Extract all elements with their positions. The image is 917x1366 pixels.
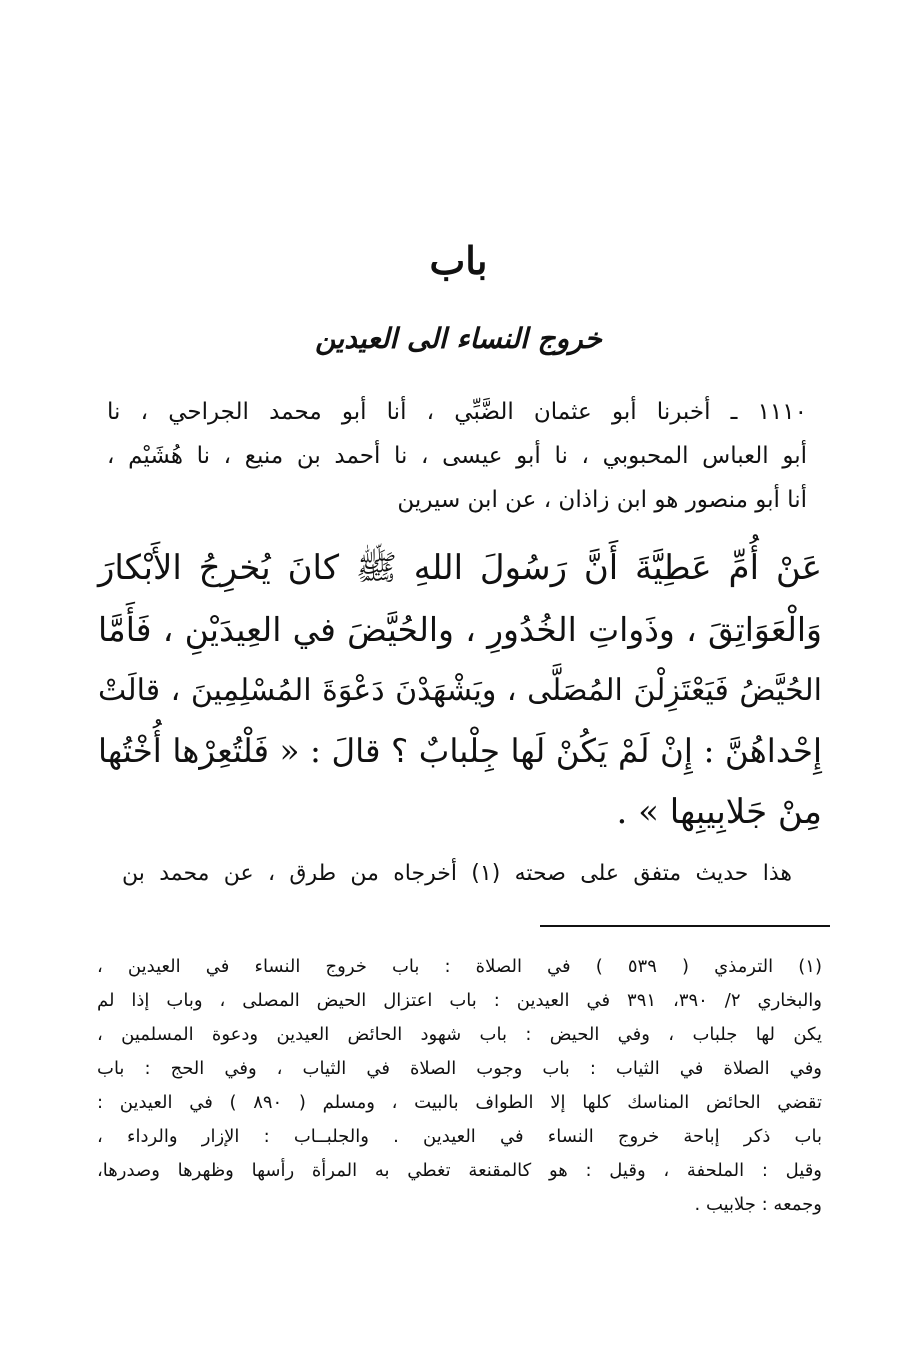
footnote-line: وفي الصلاة في الثياب : باب وجوب الصلاة في الثياب ، وفي الحج : باب <box>97 1058 822 1079</box>
section-heading: باب <box>429 238 488 283</box>
footnote-line: والبخاري ٢/ ٣٩٠، ٣٩١ في العيدين : باب اعتزال الحيض المصلى ، وباب إذا لم <box>97 990 822 1011</box>
footnote-line: (١) الترمذي ( ٥٣٩ ) في الصلاة : باب خروج النساء في العيدين ، <box>97 956 822 977</box>
matn-line: مِنْ جَلابِيبِها » . <box>616 792 822 832</box>
hadith-isnad <box>107 390 807 522</box>
footnote-line: تقضي الحائض المناسك كلها إلا الطواف بالبيت ، ومسلم ( ٨٩٠ ) في العيدين : <box>97 1092 823 1113</box>
matn-line: وَالْعَوَاتِقَ ، وذَواتِ الخُدُورِ ، والحُيَّضَ في العِيدَيْنِ ، فَأَمَّا <box>98 610 822 649</box>
matn-line: إِحْداهُنَّ : إِنْ لَمْ يَكُنْ لَها جِلْبابٌ ؟ قالَ : « فَلْتُعِرْها أُخْتُها <box>98 732 822 770</box>
footnote-separator <box>540 925 830 927</box>
isnad-line: أنا أبو منصور هو ابن زاذان ، عن ابن سيرين <box>397 487 807 513</box>
footnotes <box>97 950 822 1222</box>
hadith-commentary: هذا حديث متفق على صحته (١) أخرجاه من طرق ، عن محمد بن <box>122 861 792 886</box>
chapter-title: خروج النساء الى العيدين <box>315 322 602 355</box>
hadith-matn <box>98 538 822 843</box>
footnote-line: وجمعه : جلابيب . <box>694 1194 822 1215</box>
isnad-line: أبو العباس المحبوبي ، نا أبو عيسى ، نا أحمد بن منيع ، نا هُشَيْم ، <box>107 443 807 469</box>
isnad-line: ١١١٠ ـ أخبرنا أبو عثمان الضَّبِّي ، أنا أبو محمد الجراحي ، نا <box>107 399 807 425</box>
matn-line: عَنْ أُمِّ عَطِيَّةَ أَنَّ رَسُولَ اللهِ ﷺ كانَ يُخرِجُ الأَبْكارَ <box>98 548 822 588</box>
footnote-line: وقيل : الملحفة ، وقيل : هو كالمقنعة تغطي به المرأة رأسها وظهرها وصدرها، <box>97 1160 822 1181</box>
matn-line: الحُيَّضُ فَيَعْتَزِلْنَ المُصَلَّى ، ويَشْهَدْنَ دَعْوَةَ المُسْلِمِينَ ، قالَتْ <box>98 673 822 708</box>
footnote-line: يكن لها جلباب ، وفي الحيض : باب شهود الحائض العيدين ودعوة المسلمين ، <box>97 1024 822 1045</box>
footnote-line: باب ذكر إباحة خروج النساء في العيدين . والجلبــاب : الإزار والرداء ، <box>97 1126 822 1147</box>
